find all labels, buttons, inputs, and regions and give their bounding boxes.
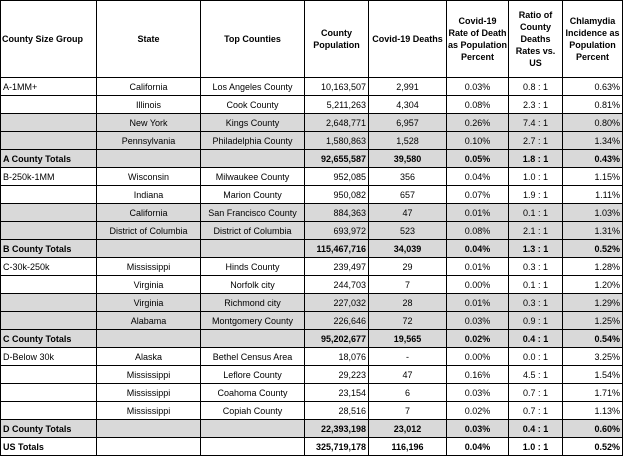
cell-top-county: Coahoma County — [201, 384, 305, 402]
cell-top-county: Los Angeles County — [201, 78, 305, 96]
cell-chlamydia-incidence: 1.71% — [563, 384, 623, 402]
cell-death-rate: 0.03% — [447, 420, 509, 438]
cell-chlamydia-incidence: 0.43% — [563, 150, 623, 168]
cell-county-size-group — [1, 366, 97, 384]
cell-covid-deaths: 19,565 — [369, 330, 447, 348]
cell-covid-deaths: 116,196 — [369, 438, 447, 456]
cell-covid-deaths: 1,528 — [369, 132, 447, 150]
cell-covid-deaths: 23,012 — [369, 420, 447, 438]
cell-top-county — [201, 420, 305, 438]
cell-death-rate: 0.04% — [447, 438, 509, 456]
table-row — [1, 114, 623, 132]
cell-chlamydia-incidence: 0.52% — [563, 438, 623, 456]
table-row — [1, 312, 623, 330]
cell-county-size-group — [1, 402, 97, 420]
cell-county-population: 693,972 — [305, 222, 369, 240]
cell-county-population: 884,363 — [305, 204, 369, 222]
table-row — [1, 186, 623, 204]
cell-chlamydia-incidence: 0.54% — [563, 330, 623, 348]
cell-county-population: 244,703 — [305, 276, 369, 294]
cell-death-rate: 0.07% — [447, 186, 509, 204]
cell-top-county: Richmond city — [201, 294, 305, 312]
cell-ratio-vs-us: 0.1 : 1 — [509, 276, 563, 294]
cell-county-population: 115,467,716 — [305, 240, 369, 258]
cell-ratio-vs-us: 0.1 : 1 — [509, 204, 563, 222]
cell-state: California — [97, 204, 201, 222]
cell-ratio-vs-us: 7.4 : 1 — [509, 114, 563, 132]
cell-ratio-vs-us: 4.5 : 1 — [509, 366, 563, 384]
cell-county-size-group — [1, 312, 97, 330]
cell-county-population: 1,580,863 — [305, 132, 369, 150]
cell-county-size-group — [1, 186, 97, 204]
cell-county-population: 22,393,198 — [305, 420, 369, 438]
cell-county-size-group — [1, 384, 97, 402]
cell-top-county — [201, 438, 305, 456]
cell-chlamydia-incidence: 0.60% — [563, 420, 623, 438]
cell-top-county — [201, 240, 305, 258]
cell-county-size-group: D County Totals — [1, 420, 97, 438]
cell-top-county: Cook County — [201, 96, 305, 114]
header-county-size-group: County Size Group — [1, 1, 97, 78]
cell-state: Mississippi — [97, 258, 201, 276]
cell-covid-deaths: 7 — [369, 276, 447, 294]
cell-top-county: Kings County — [201, 114, 305, 132]
table-row — [1, 96, 623, 114]
cell-ratio-vs-us: 0.4 : 1 — [509, 420, 563, 438]
cell-covid-deaths: 34,039 — [369, 240, 447, 258]
cell-top-county: Copiah County — [201, 402, 305, 420]
cell-top-county — [201, 330, 305, 348]
table-row — [1, 258, 623, 276]
header-row — [1, 1, 623, 78]
cell-county-size-group: D-Below 30k — [1, 348, 97, 366]
cell-county-size-group — [1, 132, 97, 150]
cell-chlamydia-incidence: 1.31% — [563, 222, 623, 240]
cell-state: Mississippi — [97, 384, 201, 402]
cell-county-population: 226,646 — [305, 312, 369, 330]
cell-covid-deaths: 29 — [369, 258, 447, 276]
cell-state: District of Columbia — [97, 222, 201, 240]
cell-county-size-group: C County Totals — [1, 330, 97, 348]
cell-ratio-vs-us: 1.9 : 1 — [509, 186, 563, 204]
cell-covid-deaths: 2,991 — [369, 78, 447, 96]
cell-top-county: Montgomery County — [201, 312, 305, 330]
cell-state: Virginia — [97, 294, 201, 312]
cell-chlamydia-incidence: 1.28% — [563, 258, 623, 276]
cell-top-county: District of Columbia — [201, 222, 305, 240]
cell-county-size-group: A-1MM+ — [1, 78, 97, 96]
cell-top-county: Hinds County — [201, 258, 305, 276]
cell-ratio-vs-us: 0.3 : 1 — [509, 258, 563, 276]
cell-top-county: San Francisco County — [201, 204, 305, 222]
cell-chlamydia-incidence: 1.13% — [563, 402, 623, 420]
table-row — [1, 348, 623, 366]
cell-county-size-group — [1, 96, 97, 114]
cell-county-population: 92,655,587 — [305, 150, 369, 168]
header-state: State — [97, 1, 201, 78]
cell-death-rate: 0.02% — [447, 330, 509, 348]
cell-covid-deaths: 523 — [369, 222, 447, 240]
cell-county-population: 95,202,677 — [305, 330, 369, 348]
table-row — [1, 204, 623, 222]
table-row — [1, 132, 623, 150]
totals-row — [1, 420, 623, 438]
cell-chlamydia-incidence: 0.80% — [563, 114, 623, 132]
cell-covid-deaths: 356 — [369, 168, 447, 186]
cell-county-size-group: B County Totals — [1, 240, 97, 258]
table-row — [1, 294, 623, 312]
cell-ratio-vs-us: 0.7 : 1 — [509, 384, 563, 402]
table-row — [1, 366, 623, 384]
cell-state: Wisconsin — [97, 168, 201, 186]
cell-death-rate: 0.00% — [447, 276, 509, 294]
cell-county-size-group — [1, 204, 97, 222]
cell-death-rate: 0.26% — [447, 114, 509, 132]
cell-county-size-group — [1, 294, 97, 312]
cell-chlamydia-incidence: 1.20% — [563, 276, 623, 294]
cell-covid-deaths: 7 — [369, 402, 447, 420]
cell-death-rate: 0.03% — [447, 312, 509, 330]
cell-death-rate: 0.03% — [447, 78, 509, 96]
cell-death-rate: 0.03% — [447, 384, 509, 402]
cell-chlamydia-incidence: 1.15% — [563, 168, 623, 186]
cell-state: Mississippi — [97, 366, 201, 384]
table-row — [1, 78, 623, 96]
cell-county-population: 29,223 — [305, 366, 369, 384]
header-chlamydia-incidence: Chlamydia Incidence as Population Percent — [563, 1, 623, 78]
cell-chlamydia-incidence: 1.11% — [563, 186, 623, 204]
cell-ratio-vs-us: 2.3 : 1 — [509, 96, 563, 114]
cell-death-rate: 0.10% — [447, 132, 509, 150]
cell-county-population: 5,211,263 — [305, 96, 369, 114]
header-death-rate: Covid-19 Rate of Death as Population Percent — [447, 1, 509, 78]
cell-chlamydia-incidence: 1.03% — [563, 204, 623, 222]
cell-chlamydia-incidence: 1.54% — [563, 366, 623, 384]
totals-row — [1, 330, 623, 348]
cell-state: Virginia — [97, 276, 201, 294]
cell-covid-deaths: 72 — [369, 312, 447, 330]
cell-chlamydia-incidence: 0.52% — [563, 240, 623, 258]
cell-state: Pennsylvania — [97, 132, 201, 150]
cell-state: Mississippi — [97, 402, 201, 420]
cell-top-county: Milwaukee County — [201, 168, 305, 186]
cell-chlamydia-incidence: 1.25% — [563, 312, 623, 330]
cell-county-size-group: A County Totals — [1, 150, 97, 168]
totals-row — [1, 150, 623, 168]
cell-state: California — [97, 78, 201, 96]
cell-state — [97, 240, 201, 258]
cell-ratio-vs-us: 0.3 : 1 — [509, 294, 563, 312]
cell-county-population: 10,163,507 — [305, 78, 369, 96]
cell-death-rate: 0.01% — [447, 258, 509, 276]
cell-state: Illinois — [97, 96, 201, 114]
table-row — [1, 384, 623, 402]
cell-ratio-vs-us: 2.7 : 1 — [509, 132, 563, 150]
table-row — [1, 402, 623, 420]
cell-top-county: Bethel Census Area — [201, 348, 305, 366]
cell-ratio-vs-us: 1.3 : 1 — [509, 240, 563, 258]
header-covid-deaths: Covid-19 Deaths — [369, 1, 447, 78]
cell-top-county: Philadelphia County — [201, 132, 305, 150]
cell-county-size-group: US Totals — [1, 438, 97, 456]
cell-ratio-vs-us: 1.0 : 1 — [509, 168, 563, 186]
cell-covid-deaths: - — [369, 348, 447, 366]
cell-county-size-group — [1, 276, 97, 294]
cell-state — [97, 330, 201, 348]
cell-chlamydia-incidence: 0.81% — [563, 96, 623, 114]
cell-covid-deaths: 4,304 — [369, 96, 447, 114]
cell-county-size-group — [1, 222, 97, 240]
cell-top-county: Marion County — [201, 186, 305, 204]
cell-state — [97, 438, 201, 456]
cell-state — [97, 150, 201, 168]
cell-county-size-group: B-250k-1MM — [1, 168, 97, 186]
cell-county-population: 2,648,771 — [305, 114, 369, 132]
table-row — [1, 276, 623, 294]
cell-covid-deaths: 47 — [369, 204, 447, 222]
cell-ratio-vs-us: 0.7 : 1 — [509, 402, 563, 420]
cell-ratio-vs-us: 0.9 : 1 — [509, 312, 563, 330]
cell-death-rate: 0.00% — [447, 348, 509, 366]
cell-death-rate: 0.01% — [447, 294, 509, 312]
cell-county-population: 239,497 — [305, 258, 369, 276]
totals-row — [1, 438, 623, 456]
table-row — [1, 168, 623, 186]
cell-top-county — [201, 150, 305, 168]
cell-county-size-group — [1, 114, 97, 132]
cell-county-population: 227,032 — [305, 294, 369, 312]
cell-county-population: 952,085 — [305, 168, 369, 186]
cell-death-rate: 0.16% — [447, 366, 509, 384]
cell-covid-deaths: 657 — [369, 186, 447, 204]
cell-ratio-vs-us: 0.4 : 1 — [509, 330, 563, 348]
cell-covid-deaths: 6,957 — [369, 114, 447, 132]
header-top-counties: Top Counties — [201, 1, 305, 78]
cell-ratio-vs-us: 2.1 : 1 — [509, 222, 563, 240]
cell-chlamydia-incidence: 0.63% — [563, 78, 623, 96]
cell-ratio-vs-us: 0.8 : 1 — [509, 78, 563, 96]
cell-state: New York — [97, 114, 201, 132]
cell-county-population: 23,154 — [305, 384, 369, 402]
cell-death-rate: 0.08% — [447, 96, 509, 114]
cell-ratio-vs-us: 1.8 : 1 — [509, 150, 563, 168]
cell-chlamydia-incidence: 1.34% — [563, 132, 623, 150]
cell-county-population: 325,719,178 — [305, 438, 369, 456]
cell-county-population: 28,516 — [305, 402, 369, 420]
cell-chlamydia-incidence: 1.29% — [563, 294, 623, 312]
cell-top-county: Norfolk city — [201, 276, 305, 294]
cell-covid-deaths: 28 — [369, 294, 447, 312]
cell-county-size-group: C-30k-250k — [1, 258, 97, 276]
cell-chlamydia-incidence: 3.25% — [563, 348, 623, 366]
cell-death-rate: 0.04% — [447, 168, 509, 186]
cell-death-rate: 0.05% — [447, 150, 509, 168]
cell-ratio-vs-us: 0.0 : 1 — [509, 348, 563, 366]
cell-covid-deaths: 6 — [369, 384, 447, 402]
cell-state — [97, 420, 201, 438]
cell-state: Alabama — [97, 312, 201, 330]
cell-ratio-vs-us: 1.0 : 1 — [509, 438, 563, 456]
cell-death-rate: 0.08% — [447, 222, 509, 240]
cell-state: Alaska — [97, 348, 201, 366]
cell-covid-deaths: 39,580 — [369, 150, 447, 168]
cell-death-rate: 0.04% — [447, 240, 509, 258]
header-county-population: County Population — [305, 1, 369, 78]
cell-death-rate: 0.02% — [447, 402, 509, 420]
cell-covid-deaths: 47 — [369, 366, 447, 384]
cell-state: Indiana — [97, 186, 201, 204]
cell-death-rate: 0.01% — [447, 204, 509, 222]
header-ratio-vs-us: Ratio of County Deaths Rates vs. US — [509, 1, 563, 78]
cell-county-population: 950,082 — [305, 186, 369, 204]
cell-top-county: Leflore County — [201, 366, 305, 384]
table-body — [1, 78, 623, 456]
cell-county-population: 18,076 — [305, 348, 369, 366]
totals-row — [1, 240, 623, 258]
table-row — [1, 222, 623, 240]
